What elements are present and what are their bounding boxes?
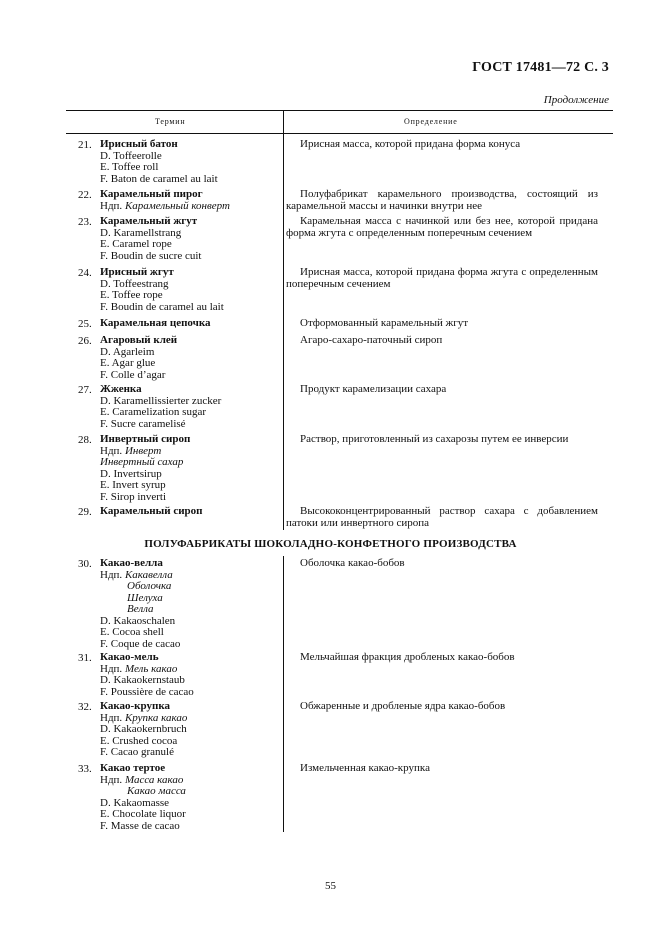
nonrecommended-term: Масса какао xyxy=(124,773,184,786)
entry-number: 21. xyxy=(78,139,92,151)
entry-number: 23. xyxy=(78,216,92,228)
column-divider-upper xyxy=(283,110,284,530)
term-line: E. Caramel rope xyxy=(100,238,172,250)
definition: Продукт карамелизации сахара xyxy=(300,383,447,395)
term-line: Ндп. Карамельный конверт xyxy=(100,199,230,212)
definition: Обжаренные и дробленые ядра какао-бобов xyxy=(300,700,506,712)
section-title: ПОЛУФАБРИКАТЫ ШОКОЛАДНО-КОНФЕТНОГО ПРОИЗВОДСТВА xyxy=(144,538,517,550)
table-header-rule xyxy=(66,133,613,134)
column-header-term: Термин xyxy=(155,117,186,126)
nonrecommended-term: Крупка какао xyxy=(124,711,188,724)
definition: Полуфабрикат карамельного производства, состоящий из карамельной массы и начинки внутри нее xyxy=(286,188,598,212)
term-line: Ндп. Мель какао xyxy=(100,662,178,675)
nonrecommended-term: Мель какао xyxy=(124,662,178,675)
term-line: D. Kakaokernstaub xyxy=(100,674,185,686)
definition: Карамельная масса с начинкой или без нее, которой придана форма жгута с определенным поперечным сечением xyxy=(286,215,598,239)
page-number: 55 xyxy=(325,880,336,892)
term-line: F. Colle d’agar xyxy=(100,368,166,381)
column-header-definition: Определение xyxy=(404,117,458,126)
term-line: D. Karamellissierter zucker xyxy=(100,394,222,407)
term-line: Шелуха xyxy=(127,591,163,604)
definition: Ирисная масса, которой придана форма конуса xyxy=(300,138,521,150)
term-line: Инвертный сахар xyxy=(100,456,184,468)
term-line: Оболочка xyxy=(127,580,172,592)
term-line: Ндп. Какавелла xyxy=(100,568,173,581)
entry-number: 22. xyxy=(78,189,92,201)
term-line: F. Boudin de sucre cuit xyxy=(100,249,202,262)
term-line: D. Agarleim xyxy=(100,345,155,358)
entry-number: 31. xyxy=(78,652,92,664)
definition: Отформованный карамельный жгут xyxy=(300,317,469,329)
term-name: Агаровый клей xyxy=(100,334,178,346)
term-line: E. Crushed cocoa xyxy=(100,734,178,747)
term-line: E. Caramelization sugar xyxy=(100,406,206,418)
term-line: Какао масса xyxy=(127,785,186,797)
term-name: Жженка xyxy=(100,383,142,395)
term-line: E. Agar glue xyxy=(100,357,156,369)
term-name: Какао-мель xyxy=(100,651,159,663)
definition: Раствор, приготовленный из сахарозы путем ее инверсии xyxy=(300,433,569,445)
term-name: Ирисный батон xyxy=(100,138,178,150)
term-name: Карамельный жгут xyxy=(100,215,198,227)
term-name: Карамельная цепочка xyxy=(100,317,211,329)
entry-number: 33. xyxy=(78,763,92,775)
term-line: F. Masse de cacao xyxy=(100,819,180,832)
term-line: Ндп. Масса какао xyxy=(100,773,184,786)
nonrecommended-term: Карамельный конверт xyxy=(124,199,230,212)
entry-number: 29. xyxy=(78,506,92,518)
term-line: E. Chocolate liquor xyxy=(100,808,186,820)
definition: Измельченная какао-крупка xyxy=(300,762,430,774)
term-line: D. Kakaomasse xyxy=(100,796,170,809)
term-name: Какао-велла xyxy=(100,557,163,569)
entry-number: 24. xyxy=(78,267,92,279)
term-line: F. Sirop inverti xyxy=(100,490,167,503)
term-line: Велла xyxy=(127,603,154,615)
entry-number: 32. xyxy=(78,701,92,713)
term-line: F. Baton de caramel au lait xyxy=(100,172,218,185)
term-line: D. Kakaoschalen xyxy=(100,614,176,627)
term-line: D. Invertsirup xyxy=(100,467,162,480)
term-name: Ирисный жгут xyxy=(100,266,174,278)
term-line: F. Cacao granulé xyxy=(100,746,174,758)
term-name: Какао-крупка xyxy=(100,700,170,712)
term-line: E. Cocoa shell xyxy=(100,626,164,638)
nonrecommended-term: Инверт xyxy=(124,444,162,457)
entry-number: 26. xyxy=(78,335,92,347)
term-line: E. Toffee rope xyxy=(100,289,163,301)
term-line: E. Toffee roll xyxy=(100,161,159,173)
term-line: D. Karamellstrang xyxy=(100,226,182,239)
definition: Ирисная масса, которой придана форма жгута с определенным поперечным сечением xyxy=(286,266,598,290)
definition: Высококонцентрированный раствор сахара с добавлением патоки или инвертного сиропа xyxy=(286,505,598,529)
term-line: D. Toffeestrang xyxy=(100,277,169,290)
document-header: ГОСТ 17481—72 С. 3 xyxy=(472,60,609,75)
nonrecommended-term: Какавелла xyxy=(124,568,173,581)
entry-number: 30. xyxy=(78,558,92,570)
entry-number: 25. xyxy=(78,318,92,330)
continuation-label: Продолжение xyxy=(543,94,609,106)
column-divider-lower xyxy=(283,556,284,832)
definition: Агаро-сахаро-паточный сироп xyxy=(300,334,443,346)
table-top-rule xyxy=(66,110,613,111)
entry-number: 28. xyxy=(78,434,92,446)
definition: Мельчайшая фракция дробленых какао-бобов xyxy=(300,651,515,663)
term-line: Ндп. Инверт xyxy=(100,444,162,457)
term-line: Ндп. Крупка какао xyxy=(100,711,188,724)
term-line: D. Kakaokernbruch xyxy=(100,723,187,735)
term-line: F. Boudin de caramel au lait xyxy=(100,300,224,313)
term-name: Карамельный пирог xyxy=(100,188,203,200)
term-line: F. Poussière de cacao xyxy=(100,685,194,698)
term-line: F. Sucre caramelisé xyxy=(100,417,186,430)
term-name: Какао тертое xyxy=(100,762,166,774)
term-line: E. Invert syrup xyxy=(100,479,166,491)
term-line: D. Toffeerolle xyxy=(100,149,162,162)
entry-number: 27. xyxy=(78,384,92,396)
term-name: Карамельный сироп xyxy=(100,505,203,517)
definition: Оболочка какао-бобов xyxy=(300,557,405,569)
term-name: Инвертный сироп xyxy=(100,433,191,445)
term-line: F. Coque de cacao xyxy=(100,637,181,650)
